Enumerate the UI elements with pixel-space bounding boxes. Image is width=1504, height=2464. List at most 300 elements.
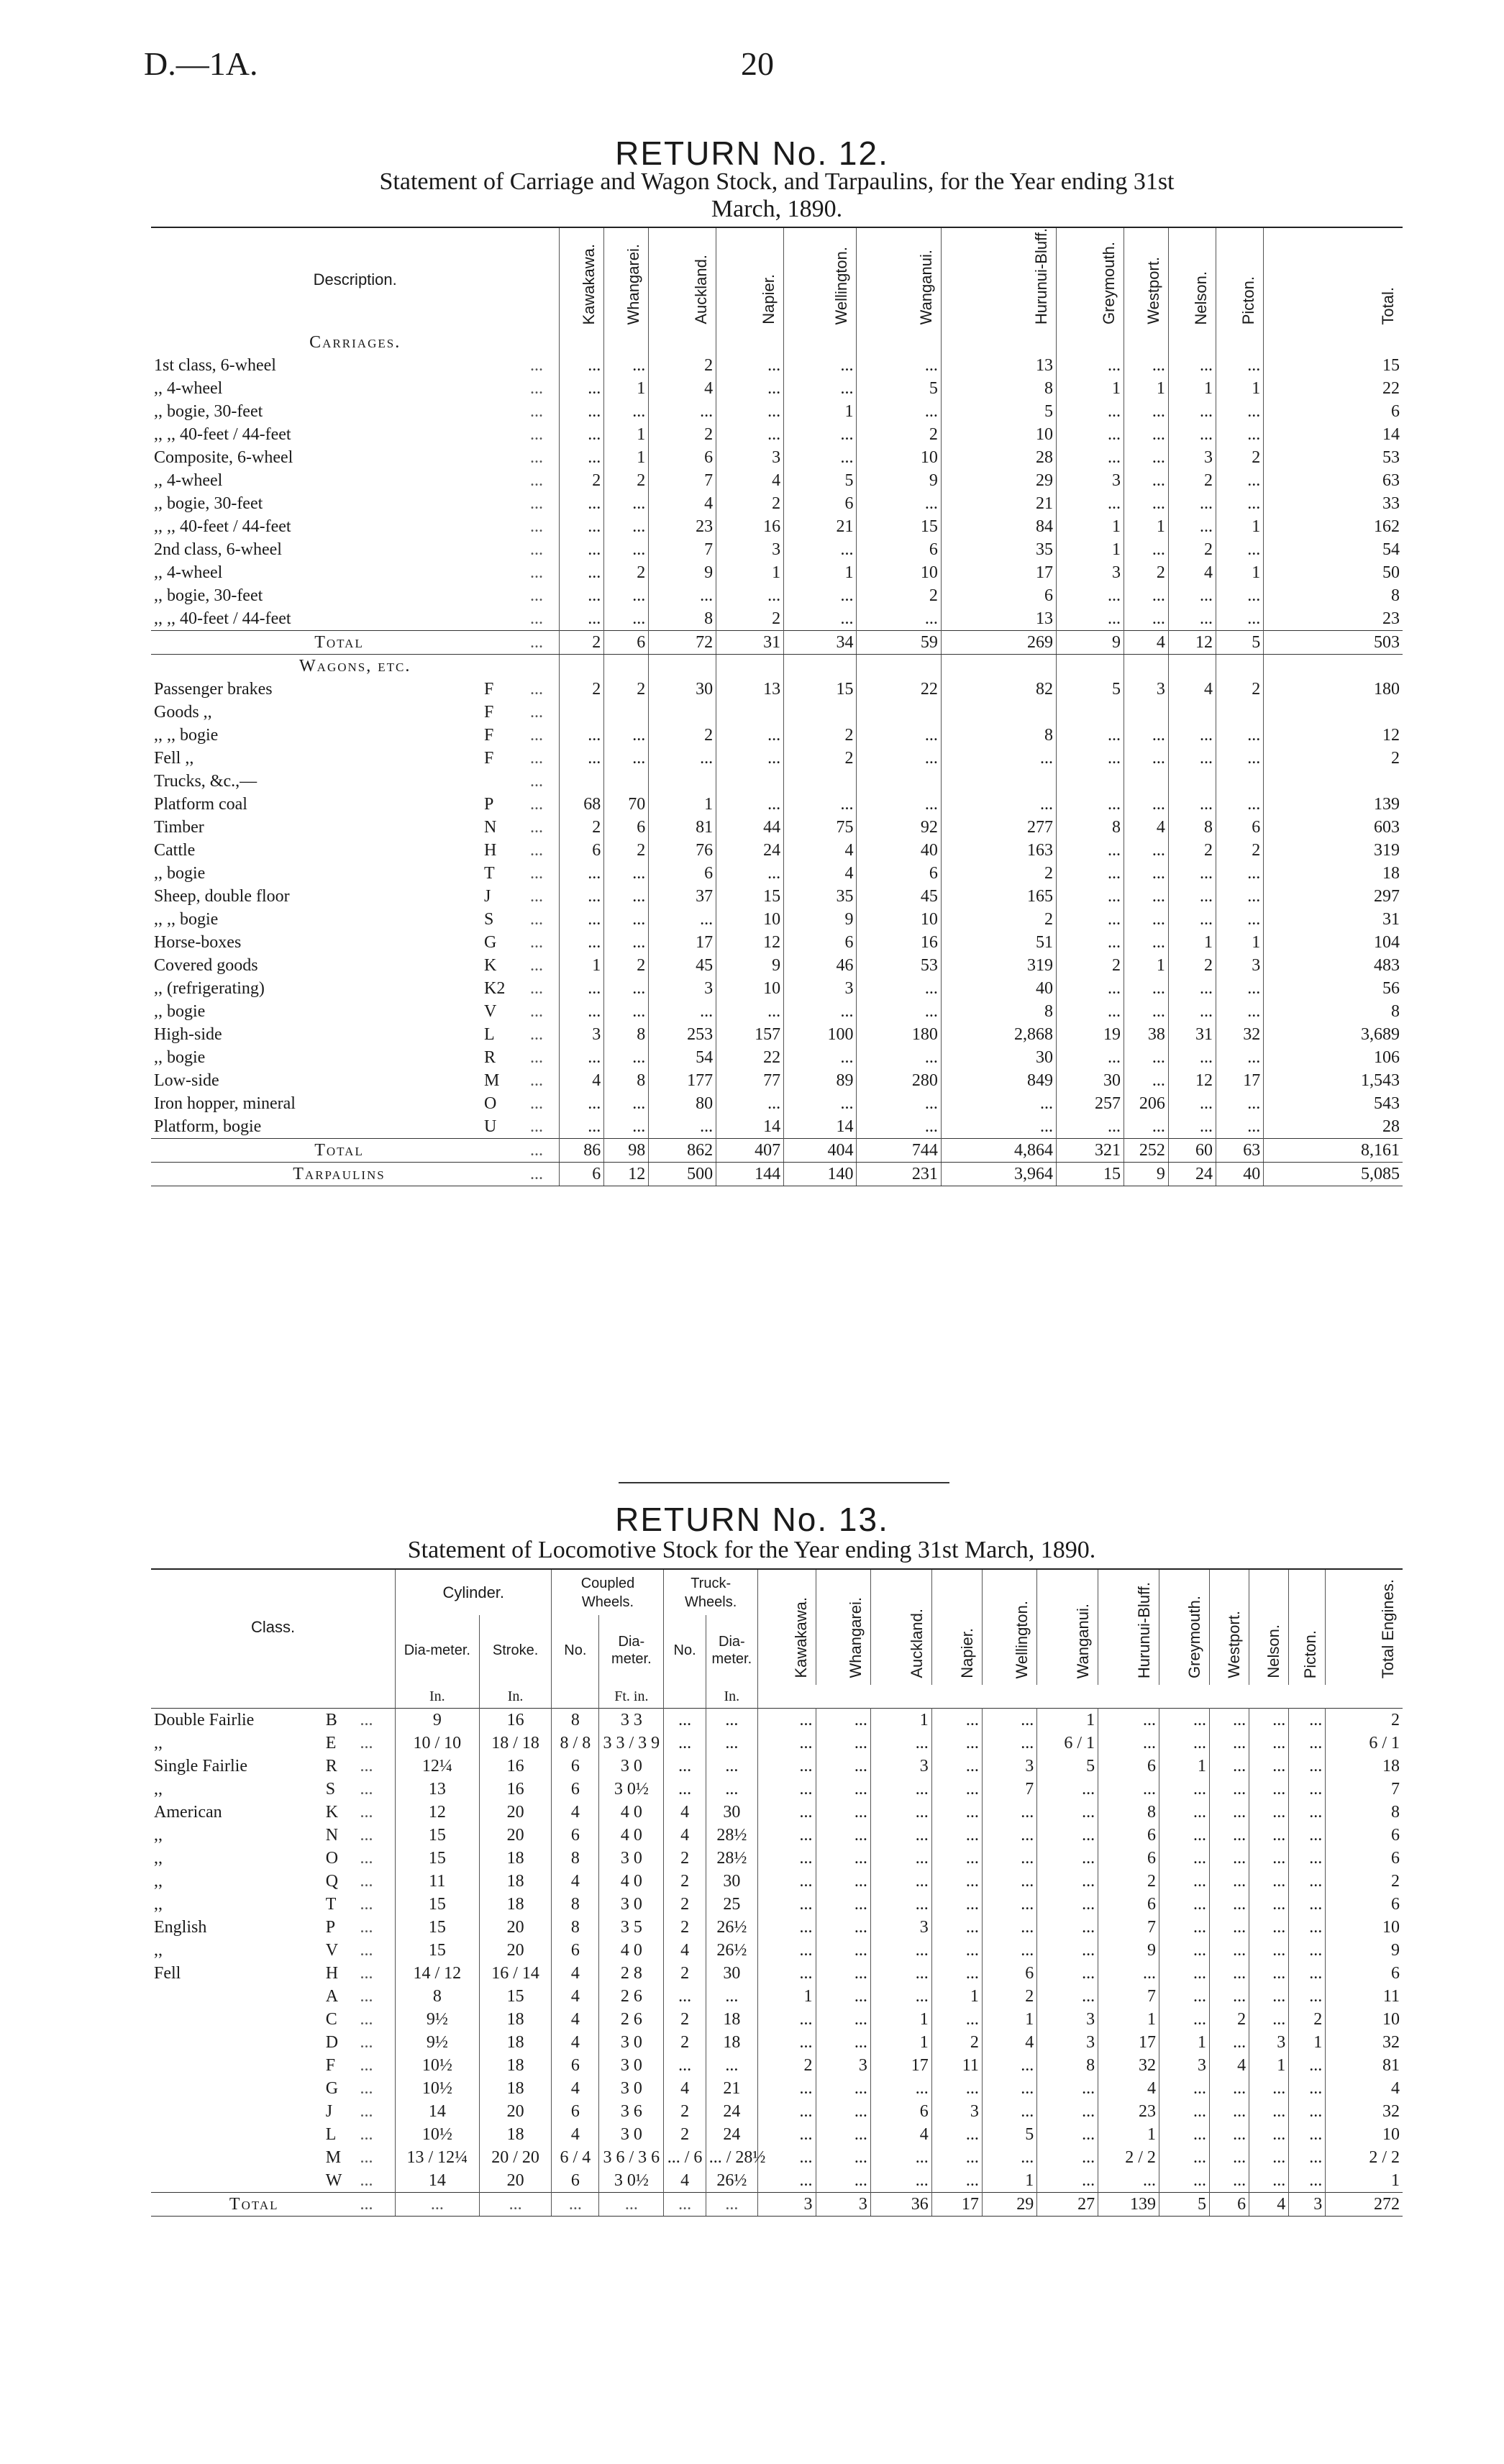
cell-value: 13 [941, 354, 1056, 377]
cell-value: 3 [1159, 2054, 1209, 2077]
cell-value: ... [1124, 446, 1168, 469]
spec-cno: 4 [552, 1801, 599, 1824]
column-header-label: Picton. [1239, 276, 1258, 325]
cell-value: ... [982, 2100, 1036, 2123]
cell-value: ... [604, 607, 649, 631]
cell-value: 7 [649, 538, 716, 561]
spec-tdia: ... [706, 1778, 757, 1801]
column-header [560, 227, 604, 331]
cell-value: ... [1168, 724, 1216, 747]
spec-tno: 2 [664, 1893, 706, 1916]
row-label: Goods ,, [154, 703, 212, 722]
table-row: J ... 14 20 6 3 6 2 24 ... ... 6 3 ... ... 23 ... ... ... ... 32 [151, 2100, 1403, 2123]
cell-value: ... [857, 607, 941, 631]
cell-value: ... [870, 2077, 931, 2100]
cell-value: ... [1249, 2146, 1289, 2169]
table-row: Low-side M ... 4 8 177 77 89 280 849 30 ... 12 17 1,543 [151, 1069, 1403, 1092]
row-code: F [484, 703, 494, 722]
cell-value: 14 [716, 1115, 784, 1139]
cell-value: ... [1289, 1847, 1326, 1870]
locomotive-name [151, 2054, 323, 2077]
cell-value: ... [857, 1115, 941, 1139]
truck-wheels-header: Truck-Wheels. [664, 1569, 758, 1615]
locomotive-table [151, 1568, 1403, 2217]
cell-value: ... [560, 1046, 604, 1069]
cell-value [857, 770, 941, 793]
cell-value: ... [1209, 1962, 1249, 1985]
cell-value: ... [757, 2169, 816, 2193]
cell-value: 23 [649, 515, 716, 538]
cell-value: 744 [857, 1139, 941, 1163]
cell-value: ... [1249, 1893, 1289, 1916]
cell-value: ... [931, 2146, 982, 2169]
cell-value: 12 [1168, 1069, 1216, 1092]
cell-value: ... [784, 607, 857, 631]
column-header-label: Auckland. [692, 255, 711, 325]
cell-value: 252 [1124, 1139, 1168, 1163]
cell-value: 8 [1037, 2054, 1098, 2077]
cell-value: ... [1057, 908, 1124, 931]
cell-value: 1 [1216, 931, 1264, 954]
cell-value: ... [604, 1000, 649, 1023]
cell-value: 1 [1037, 1709, 1098, 1732]
cell-value: ... [982, 1801, 1036, 1824]
cell-value: ... [870, 1870, 931, 1893]
spec-stroke: 20 / 20 [479, 2146, 552, 2169]
spec-cno: 4 [552, 2008, 599, 2031]
column-header [857, 227, 941, 331]
cell-value: 9 [1057, 631, 1124, 655]
cell-value: ... [716, 862, 784, 885]
cell-value: ... [857, 747, 941, 770]
locomotive-name: Fell [154, 1964, 181, 1983]
cell-value: ... [1057, 607, 1124, 631]
cell-value: ... [1037, 1778, 1098, 1801]
column-header-label: Whangarei. [846, 1597, 865, 1678]
locomotive-name [151, 2100, 323, 2123]
cell-value: ... [931, 1755, 982, 1778]
column-header-label: Kawakawa. [791, 1597, 810, 1678]
cell-value: 9 [1098, 1939, 1159, 1962]
locomotive-class-code: N [325, 1826, 339, 1845]
cell-value: ... [649, 1000, 716, 1023]
cell-value: 2,868 [941, 1023, 1056, 1046]
cell-value: ... [1124, 400, 1168, 423]
cell-value: ... [1168, 747, 1216, 770]
cell-value: ... [784, 538, 857, 561]
cell-value: 15 [716, 885, 784, 908]
row-code: N [484, 818, 497, 837]
table-row: D ... 9½ 18 4 3 0 2 18 ... ... 1 2 4 3 17 1 ... 3 1 32 [151, 2031, 1403, 2054]
table-row: ,, O ... 15 18 8 3 0 2 28½ ... ... ... ... ... ... 6 ... ... ... ... 6 [151, 1847, 1403, 1870]
cell-value: 89 [784, 1069, 857, 1092]
cell-value: ... [1124, 839, 1168, 862]
cell-value: ... [716, 747, 784, 770]
cell-value: ... [941, 1092, 1056, 1115]
cell-value [560, 701, 604, 724]
cell-value: ... [1216, 885, 1264, 908]
cell-value: ... [560, 561, 604, 584]
table-row: Composite, 6-wheel ... ... 1 6 3 ... 10 28 ... ... 3 2 53 [151, 446, 1403, 469]
cell-value: ... [716, 1000, 784, 1023]
cell-value: ... [816, 1801, 870, 1824]
cell-value: 6 [982, 1962, 1036, 1985]
cell-value: ... [1124, 354, 1168, 377]
cell-value: 1 [1098, 2008, 1159, 2031]
cell-value: ... [1209, 1916, 1249, 1939]
row-label: ,, 4-wheel [154, 379, 223, 399]
cell-value: ... [816, 1732, 870, 1755]
cell-value: 2 [560, 678, 604, 701]
cell-value: 3 [816, 2193, 870, 2217]
cell-value: 7 [649, 469, 716, 492]
cell-value: ... [1249, 1824, 1289, 1847]
cell-value: ... [1168, 862, 1216, 885]
cell-value: ... [1098, 1709, 1159, 1732]
cell-value: 16 [857, 931, 941, 954]
spec-cdia: 3 3 / 3 9 [599, 1732, 664, 1755]
cell-value: 15 [784, 678, 857, 701]
row-code: F [484, 726, 494, 745]
cell-value: 53 [1264, 446, 1403, 469]
cell-value: 272 [1326, 2193, 1403, 2217]
cylinder-diameter-header: Dia-meter. [396, 1615, 480, 1685]
row-label: Platform, bogie [154, 1117, 262, 1137]
cell-value: 2 [1326, 1870, 1403, 1893]
table-row: Fell ,, F ... ... ... ... ... 2 ... ... ... ... ... ... 2 [151, 747, 1403, 770]
cell-value: 2 [1216, 446, 1264, 469]
cell-value: ... [757, 1870, 816, 1893]
spec-tno: ... [664, 1778, 706, 1801]
cell-value: ... [1216, 423, 1264, 446]
spec-tno: 2 [664, 1847, 706, 1870]
cell-value: ... [757, 1916, 816, 1939]
cell-value: ... [1037, 2169, 1098, 2193]
cell-value: 1 [604, 423, 649, 446]
cell-value: 24 [716, 839, 784, 862]
row-label: Total [151, 2193, 357, 2217]
cell-value: ... [1168, 1092, 1216, 1115]
cell-value: 31 [1264, 908, 1403, 931]
row-label: 1st class, 6-wheel [154, 356, 276, 376]
cell-value: 10 [1326, 1916, 1403, 1939]
cell-value: 29 [941, 469, 1056, 492]
cell-value: 3 [716, 446, 784, 469]
cell-value: ... [1057, 492, 1124, 515]
locomotive-class-code: H [325, 1964, 339, 1983]
cell-value: ... [1289, 1893, 1326, 1916]
cell-value [1168, 701, 1216, 724]
cell-value: 165 [941, 885, 1056, 908]
cell-value: ... [1216, 492, 1264, 515]
cell-value: 12 [1168, 631, 1216, 655]
cell-value: 3 [1057, 561, 1124, 584]
table-row: ,, bogie, 30-feet ... ... ... ... ... 1 ... 5 ... ... ... ... 6 [151, 400, 1403, 423]
cell-value: 10 [857, 446, 941, 469]
spec-cno: 8 / 8 [552, 1732, 599, 1755]
cell-value: 6 [1326, 1824, 1403, 1847]
table-row: Platform coal P ... 68 70 1 ... ... ... ... ... ... ... ... 139 [151, 793, 1403, 816]
cell-value: ... [716, 377, 784, 400]
cell-value: 8 [1057, 816, 1124, 839]
cell-value: ... [560, 1115, 604, 1139]
spec-cno: 4 [552, 2077, 599, 2100]
cell-value: 5,085 [1264, 1163, 1403, 1186]
spec-tdia: ... [706, 2054, 757, 2077]
cell-value: ... [1037, 1962, 1098, 1985]
spec-tno: 2 [664, 1870, 706, 1893]
spec-tdia: 26½ [706, 2169, 757, 2193]
locomotive-class-code: C [325, 2010, 337, 2029]
cell-value: 1 [1159, 2031, 1209, 2054]
table-row: Covered goods K ... 1 2 45 9 46 53 319 2 1 2 3 483 [151, 954, 1403, 977]
table-row: ,, (refrigerating) K2 ... ... ... 3 10 3 ... 40 ... ... ... ... 56 [151, 977, 1403, 1000]
cell-value: ... [1249, 2123, 1289, 2146]
cell-value: 8 [1168, 816, 1216, 839]
cell-value: ... [757, 2077, 816, 2100]
unit-in: In. [396, 1685, 480, 1709]
row-label: ,, bogie, 30-feet [154, 402, 263, 422]
cell-value: ... [560, 538, 604, 561]
cell-value: 6 [784, 492, 857, 515]
column-header-label: Greymouth. [1185, 1596, 1203, 1678]
total-row: Tarpaulins ... 6 12 500 144 140 231 3,964 15 9 24 40 5,085 [151, 1163, 1403, 1186]
spec-stroke: 18 [479, 1893, 552, 1916]
cell-value: 45 [649, 954, 716, 977]
table-row: ,, 4-wheel ... ... 2 9 1 1 10 17 3 2 4 1 50 [151, 561, 1403, 584]
cell-value: ... [604, 977, 649, 1000]
cell-value: 6 [1264, 400, 1403, 423]
table-row: G ... 10½ 18 4 3 0 4 21 ... ... ... ... ... ... 4 ... ... ... ... 4 [151, 2077, 1403, 2100]
cell-value: ... [1159, 2123, 1209, 2146]
cell-value: 277 [941, 816, 1056, 839]
cell-value: ... [1209, 1824, 1249, 1847]
spec-tdia: ... [706, 1732, 757, 1755]
cell-value: 6 [1098, 1847, 1159, 1870]
cell-value: 1 [1289, 2031, 1326, 2054]
column-header [931, 1569, 982, 1685]
cell-value: 106 [1264, 1046, 1403, 1069]
cell-value: 32 [1326, 2100, 1403, 2123]
cell-value: 6 [1326, 1847, 1403, 1870]
cell-value: ... [870, 1985, 931, 2008]
spec-tno: ... [664, 2054, 706, 2077]
table-row: C ... 9½ 18 4 2 6 2 18 ... ... 1 ... 1 3 1 ... 2 ... 2 10 [151, 2008, 1403, 2031]
table-row: ,, T ... 15 18 8 3 0 2 25 ... ... ... ... ... ... 6 ... ... ... ... 6 [151, 1893, 1403, 1916]
cell-value: ... [1289, 1962, 1326, 1985]
spec-stroke: 18 [479, 1847, 552, 1870]
total-row: Total ... ... ... ... ... ... ... 3 3 36 17 29 27 139 5 6 4 3 272 [151, 2193, 1403, 2217]
cell-value: ... [1209, 1778, 1249, 1801]
cell-value: ... [870, 1732, 931, 1755]
cell-value: 22 [857, 678, 941, 701]
spec-stroke: 20 [479, 2100, 552, 2123]
cell-value: 29 [982, 2193, 1036, 2217]
cell-value: ... [649, 747, 716, 770]
cell-value: ... [757, 1732, 816, 1755]
row-label: Tarpaulins [151, 1163, 527, 1186]
cell-value: 163 [941, 839, 1056, 862]
cell-value: 72 [649, 631, 716, 655]
cell-value: ... [982, 1916, 1036, 1939]
spec-cyl: 15 [396, 1893, 480, 1916]
cell-value: ... [1289, 1985, 1326, 2008]
cell-value: ... [857, 400, 941, 423]
row-code: M [484, 1071, 500, 1091]
cell-value: 8 [941, 377, 1056, 400]
cell-value: 100 [784, 1023, 857, 1046]
cell-value: ... [1209, 1847, 1249, 1870]
cell-value: ... [857, 724, 941, 747]
spec-cdia: 3 0 [599, 1755, 664, 1778]
row-label: ,, bogie [154, 864, 206, 883]
cell-value: 38 [1124, 1023, 1168, 1046]
cell-value: ... [857, 1092, 941, 1115]
cell-value: 1 [716, 561, 784, 584]
spec-stroke: 15 [479, 1985, 552, 2008]
column-header [1289, 1569, 1326, 1685]
cell-value: 76 [649, 839, 716, 862]
spec-cdia: 3 0 [599, 2031, 664, 2054]
cell-value: ... [1159, 1870, 1209, 1893]
cell-value: ... [1289, 2054, 1326, 2077]
cell-value: 1 [1124, 515, 1168, 538]
cell-value: ... [604, 492, 649, 515]
cell-value: ... [604, 400, 649, 423]
cell-value: 2 [604, 678, 649, 701]
cell-value: ... [649, 1115, 716, 1139]
cell-value: 5 [1057, 678, 1124, 701]
cell-value: ... [604, 584, 649, 607]
cell-value: 3,964 [941, 1163, 1056, 1186]
cell-value: 9 [857, 469, 941, 492]
cell-value: ... [1209, 1985, 1249, 2008]
cell-value: ... [1098, 1962, 1159, 1985]
table-row: Passenger brakes F ... 2 2 30 13 15 22 82 5 3 4 2 180 [151, 678, 1403, 701]
spec-cyl: 14 [396, 2169, 480, 2193]
locomotive-name: ,, [154, 1734, 163, 1752]
locomotive-name [151, 2077, 323, 2100]
spec-stroke: 18 [479, 2008, 552, 2031]
cell-value: ... [649, 584, 716, 607]
cell-value: 4 [1209, 2054, 1249, 2077]
cell-value: 1 [870, 1709, 931, 1732]
cell-value: ... [1124, 1046, 1168, 1069]
cell-value: 37 [649, 885, 716, 908]
cell-value [784, 701, 857, 724]
cell-value: ... [1249, 1801, 1289, 1824]
spec-cyl: 12 [396, 1801, 480, 1824]
cell-value: ... [604, 515, 649, 538]
column-header-label: Westport. [1225, 1611, 1244, 1678]
cell-value: ... [1159, 2169, 1209, 2193]
cell-value: 2 [604, 839, 649, 862]
cell-value: ... [941, 747, 1056, 770]
locomotive-class-code: G [325, 2079, 339, 2098]
cell-value: 6 [784, 931, 857, 954]
row-label: Passenger brakes [154, 680, 273, 699]
column-header [816, 1569, 870, 1685]
spec-tdia: ... [706, 1709, 757, 1732]
cell-value: ... [784, 584, 857, 607]
cell-value: ... [1249, 2077, 1289, 2100]
cell-value: 22 [716, 1046, 784, 1069]
cell-value: 31 [716, 631, 784, 655]
cell-value: ... [1168, 793, 1216, 816]
column-header-label: Nelson. [1192, 271, 1211, 325]
column-header [1249, 1569, 1289, 1685]
cell-value: 1 [1057, 377, 1124, 400]
row-label: Sheep, double floor [154, 887, 290, 906]
cell-value: 17 [941, 561, 1056, 584]
cell-value: 3 [1168, 446, 1216, 469]
cell-value: 7 [1326, 1778, 1403, 1801]
cell-value: ... [757, 1939, 816, 1962]
cell-value: ... [1209, 1709, 1249, 1732]
locomotive-class-code: S [325, 1780, 336, 1799]
cell-value: 849 [941, 1069, 1056, 1092]
cell-value: ... [1124, 1115, 1168, 1139]
spec-cdia: 3 0 [599, 2123, 664, 2146]
cell-value: 30 [1057, 1069, 1124, 1092]
spec-tdia: 21 [706, 2077, 757, 2100]
cell-value: 2 [931, 2031, 982, 2054]
cell-value: 3 [1124, 678, 1168, 701]
cell-value: 11 [1326, 1985, 1403, 2008]
cell-value: ... [757, 1755, 816, 1778]
spec-cyl: 10½ [396, 2077, 480, 2100]
cell-value: 4 [1168, 678, 1216, 701]
cell-value: ... [604, 724, 649, 747]
spec-cno: 6 [552, 2100, 599, 2123]
spec-cyl: 15 [396, 1824, 480, 1847]
cell-value: ... [1168, 908, 1216, 931]
row-label: ,, bogie [154, 1048, 206, 1068]
cell-value: 6 [1098, 1893, 1159, 1916]
cell-value [604, 770, 649, 793]
cell-value: ... [1216, 747, 1264, 770]
return12-title: RETURN No. 12. [615, 135, 889, 172]
cell-value: 12 [1264, 724, 1403, 747]
cell-value: 11 [931, 2054, 982, 2077]
cell-value: 2 [1326, 1709, 1403, 1732]
cell-value: ... [1216, 862, 1264, 885]
cell-value: ... [1159, 1962, 1209, 1985]
column-header-label: Auckland. [907, 1609, 926, 1678]
cell-value: 32 [1216, 1023, 1264, 1046]
cell-value: 2 [1209, 2008, 1249, 2031]
cell-value: ... [870, 1778, 931, 1801]
spec-tno: 2 [664, 1962, 706, 1985]
cell-value: 8 [1264, 1000, 1403, 1023]
cell-value: ... [816, 1916, 870, 1939]
cell-value: ... [1249, 2169, 1289, 2193]
cell-value: 6 [1326, 1893, 1403, 1916]
cell-value: ... [1037, 2077, 1098, 2100]
locomotive-class-code: E [325, 1734, 337, 1752]
cell-value: 206 [1124, 1092, 1168, 1115]
cell-value: ... [857, 977, 941, 1000]
spec-stroke: 20 [479, 2169, 552, 2193]
column-header [1326, 1569, 1403, 1685]
cell-value: 177 [649, 1069, 716, 1092]
cell-value: 2 [1264, 747, 1403, 770]
locomotive-name: ,, [154, 1895, 163, 1914]
spec-stroke: 18 [479, 2054, 552, 2077]
row-label: Horse-boxes [154, 933, 242, 953]
column-header [1037, 1569, 1098, 1685]
cell-value: ... [1159, 1847, 1209, 1870]
